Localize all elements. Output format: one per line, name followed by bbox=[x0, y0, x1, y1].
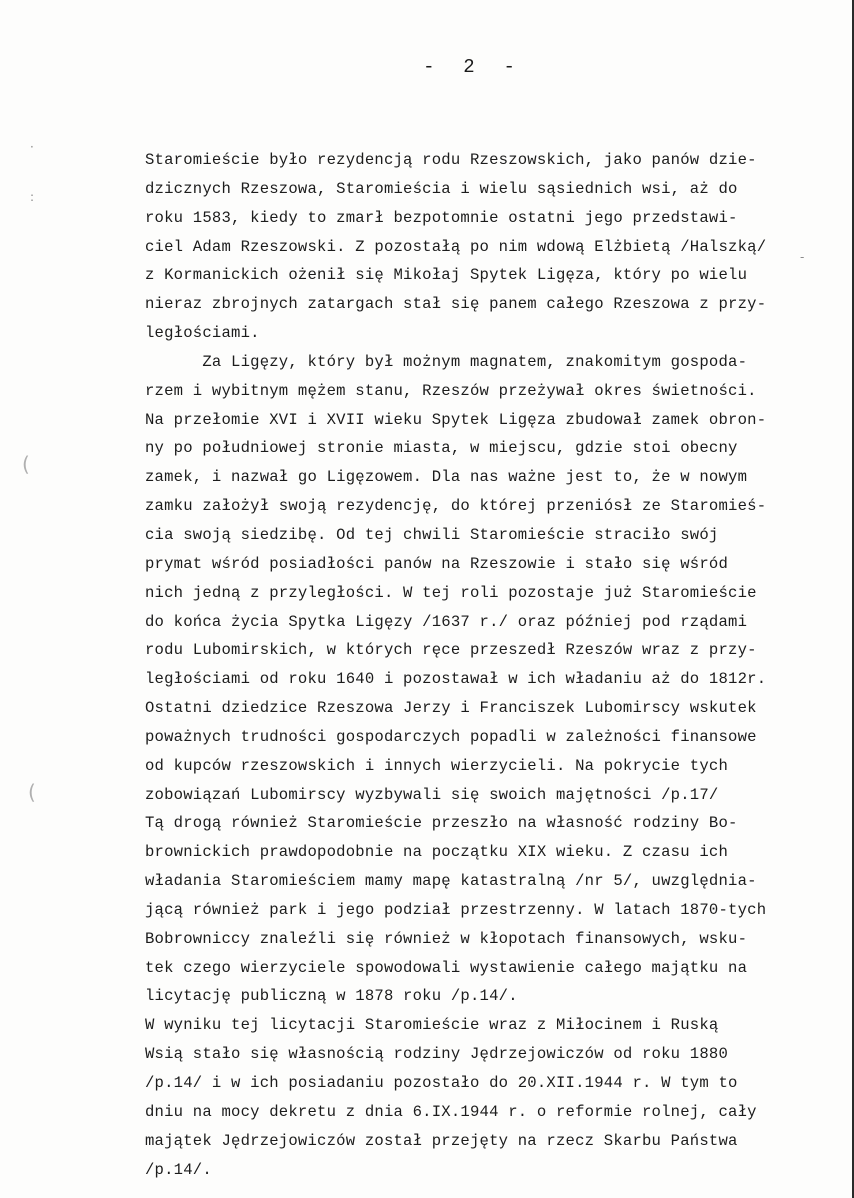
text-line: Wsią stało się własnością rodziny Jędrzejowiczów od roku 1880 bbox=[145, 1045, 729, 1064]
text-line: ny po południowej stronie miasta, w miejscu, gdzie stoi obecny bbox=[145, 439, 738, 458]
text-line: zamku założył swoją rezydencję, do której przeniósł ze Staromieś- bbox=[145, 497, 767, 516]
text-line: nich jedną z przyległości. W tej roli pozostaje już Staromieście bbox=[145, 583, 757, 602]
text-line: ciel Adam Rzeszowski. Z pozostałą po nim wdową Elżbietą /Halszką/ bbox=[145, 237, 767, 256]
page-number: - 2 - bbox=[423, 56, 517, 78]
text-line: roku 1583, kiedy to zmarł bezpotomnie ostatni jego przedstawi- bbox=[145, 208, 738, 227]
text-line: władania Staromieściem mamy mapę katastralną /nr 5/, uwzględnia- bbox=[145, 872, 757, 891]
margin-speck-mark: · bbox=[30, 140, 34, 154]
text-line: Na przełomie XVI i XVII wieku Spytek Ligęza zbudował zamek obron- bbox=[145, 410, 767, 429]
text-line: brownickich prawdopodobnie na początku XIX wieku. Z czasu ich bbox=[145, 843, 729, 862]
text-line: Za Ligęzy, który był możnym magnatem, znakomitym gospoda- bbox=[145, 352, 748, 371]
text-line: Tą drogą również Staromieście przeszło na własność rodziny Bo- bbox=[145, 814, 738, 833]
text-line: zamek, i nazwał go Ligęzowem. Dla nas ważne jest to, że w nowym bbox=[145, 468, 748, 487]
text-line: poważnych trudności gospodarczych popadli w zależności finansowe bbox=[145, 727, 757, 746]
text-line: do końca życia Spytka Ligęzy /1637 r./ oraz później pod rządami bbox=[145, 612, 748, 631]
text-line: dzicznych Rzeszowa, Staromieścia i wielu sąsiednich wsi, aż do bbox=[145, 179, 738, 198]
text-line: dniu na mocy dekretu z dnia 6.IX.1944 r. o reformie rolnej, cały bbox=[145, 1102, 757, 1121]
text-line: ległościami od roku 1640 i pozostawał w ich władaniu aż do 1812r. bbox=[145, 670, 767, 689]
text-line: /p.14/ i w ich posiadaniu pozostało do 20.XII.1944 r. W tym to bbox=[145, 1074, 738, 1092]
text-line: od kupców rzeszowskich i innych wierzycieli. Na pokrycie tych bbox=[145, 756, 729, 775]
text-line: cia swoją siedzibę. Od tej chwili Staromieście straciło swój bbox=[145, 525, 719, 544]
text-line: rodu Lubomirskich, w których ręce przeszedł Rzeszów wraz z przy- bbox=[145, 641, 757, 660]
typewritten-body-text bbox=[145, 146, 815, 1184]
text-line: nieraz zbrojnych zatargach stał się panem całego Rzeszowa z przy- bbox=[145, 295, 767, 314]
text-line: licytację publiczną w 1878 roku /p.14/. bbox=[145, 987, 518, 1006]
text-line: tek czego wierzyciele spowodowali wystawienie całego majątku na bbox=[145, 958, 748, 977]
text-line: majątek Jędrzejowiczów został przejęty na rzecz Skarbu Państwa bbox=[145, 1131, 738, 1150]
text-line: ległościami. bbox=[145, 324, 260, 343]
text-line: prymat wśród posiadłości panów na Rzeszowie i stało się wśród bbox=[145, 554, 729, 573]
punch-hole-mark: ( bbox=[28, 780, 36, 804]
text-line: Ostatni dziedzice Rzeszowa Jerzy i Franciszek Lubomirscy wskutek bbox=[145, 699, 757, 718]
text-line: z Kormanickich ożenił się Mikołaj Spytek Ligęza, który po wielu bbox=[145, 266, 748, 285]
margin-speck-mark: : bbox=[30, 190, 35, 204]
margin-speck-mark: - bbox=[800, 250, 805, 264]
text-line: /p.14/. bbox=[145, 1160, 212, 1179]
text-line: W wyniku tej licytacji Staromieście wraz z Miłocinem i Ruską bbox=[145, 1016, 719, 1035]
text-line: jącą również park i jego podział przestrzenny. W latach 1870-tych bbox=[145, 900, 767, 919]
text-line: rzem i wybitnym mężem stanu, Rzeszów przeżywał okres świetności. bbox=[145, 381, 757, 400]
text-line: Bobrowniccy znaleźli się również w kłopotach finansowych, wsku- bbox=[145, 929, 748, 948]
text-line: Staromieście było rezydencją rodu Rzeszowskich, jako panów dzie- bbox=[145, 151, 757, 169]
text-line: zobowiązań Lubomirscy wyzbywali się swoich majętności /p.17/ bbox=[145, 785, 719, 804]
punch-hole-mark: ( bbox=[22, 452, 30, 476]
